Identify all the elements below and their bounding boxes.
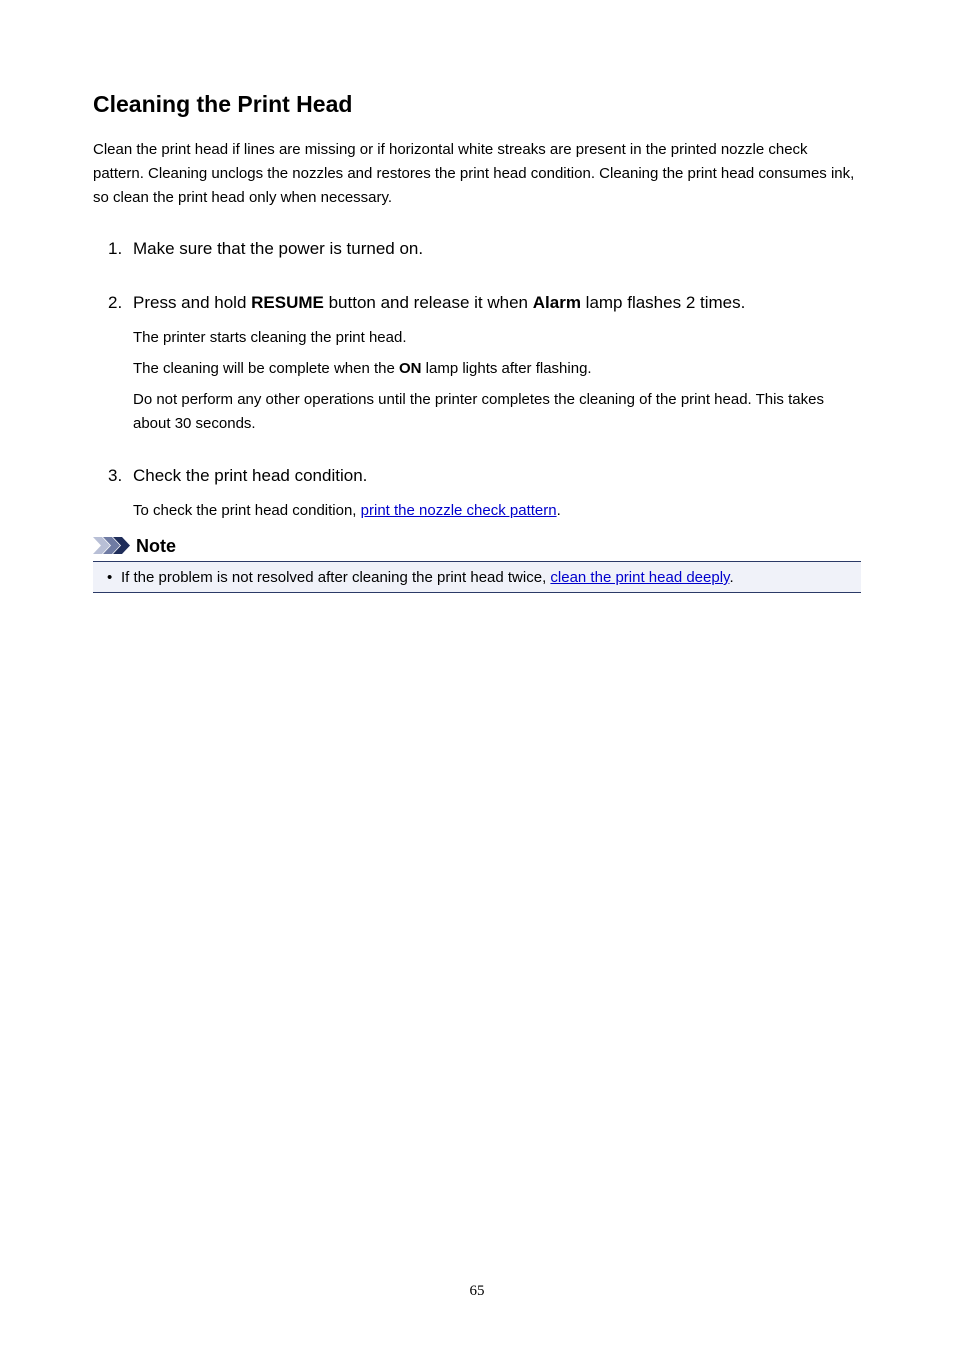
clean-deeply-link[interactable]: clean the print head deeply — [550, 569, 730, 586]
alarm-lamp-name: Alarm — [532, 293, 581, 312]
step-3-detail — [133, 499, 861, 523]
note-label: Note — [136, 536, 176, 556]
step-3-detail-part: To check the print head condition, — [133, 502, 361, 519]
step-2-text-part: Press and hold — [133, 293, 252, 312]
note-text — [121, 566, 734, 590]
step-2-details — [133, 326, 861, 436]
step-2-detail-2-part: lamp lights after flashing. — [421, 360, 592, 377]
note-heading — [93, 533, 861, 559]
step-3-text: Check the print head condition. — [133, 466, 368, 485]
step-3-details — [133, 499, 861, 523]
step-2-detail-2-part: The cleaning will be complete when the — [133, 360, 399, 377]
note-chevrons-icon — [93, 537, 131, 554]
page-number: 65 — [469, 1283, 485, 1299]
note-bullet: • — [107, 569, 113, 586]
step-3-detail-part: . — [556, 502, 561, 519]
on-lamp-name: ON — [399, 360, 422, 377]
step-2-text-part: lamp flashes 2 times. — [580, 293, 746, 312]
step-1-text: Make sure that the power is turned on. — [133, 239, 424, 258]
step-3-number: 3. — [108, 466, 123, 485]
note-text-part: If the problem is not resolved after cleaning the print head twice, — [121, 569, 551, 586]
note-box — [93, 561, 861, 593]
nozzle-check-pattern-link[interactable]: print the nozzle check pattern — [360, 502, 557, 519]
step-2-detail-2 — [133, 357, 861, 381]
step-2-detail-3: Do not perform any other operations until the printer completes the cleaning of the print head. This takes about 30 seconds. — [133, 391, 824, 432]
resume-button-name: RESUME — [251, 293, 324, 312]
intro-paragraph: Clean the print head if lines are missing or if horizontal white streaks are present in the printed nozzle check pattern. Cleaning unclogs the nozzles and restores the print head condition. Cleaning the print head consumes ink, so clean the print head only when necessary. — [93, 141, 855, 206]
step-1-number: 1. — [108, 239, 123, 258]
note-text-part: . — [729, 569, 734, 586]
step-2-text — [133, 291, 745, 315]
step-2-text-part: button and release it when — [323, 293, 533, 312]
step-2-number: 2. — [108, 293, 123, 312]
step-2-detail-1: The printer starts cleaning the print head. — [133, 329, 407, 346]
page-title: Cleaning the Print Head — [93, 91, 353, 117]
